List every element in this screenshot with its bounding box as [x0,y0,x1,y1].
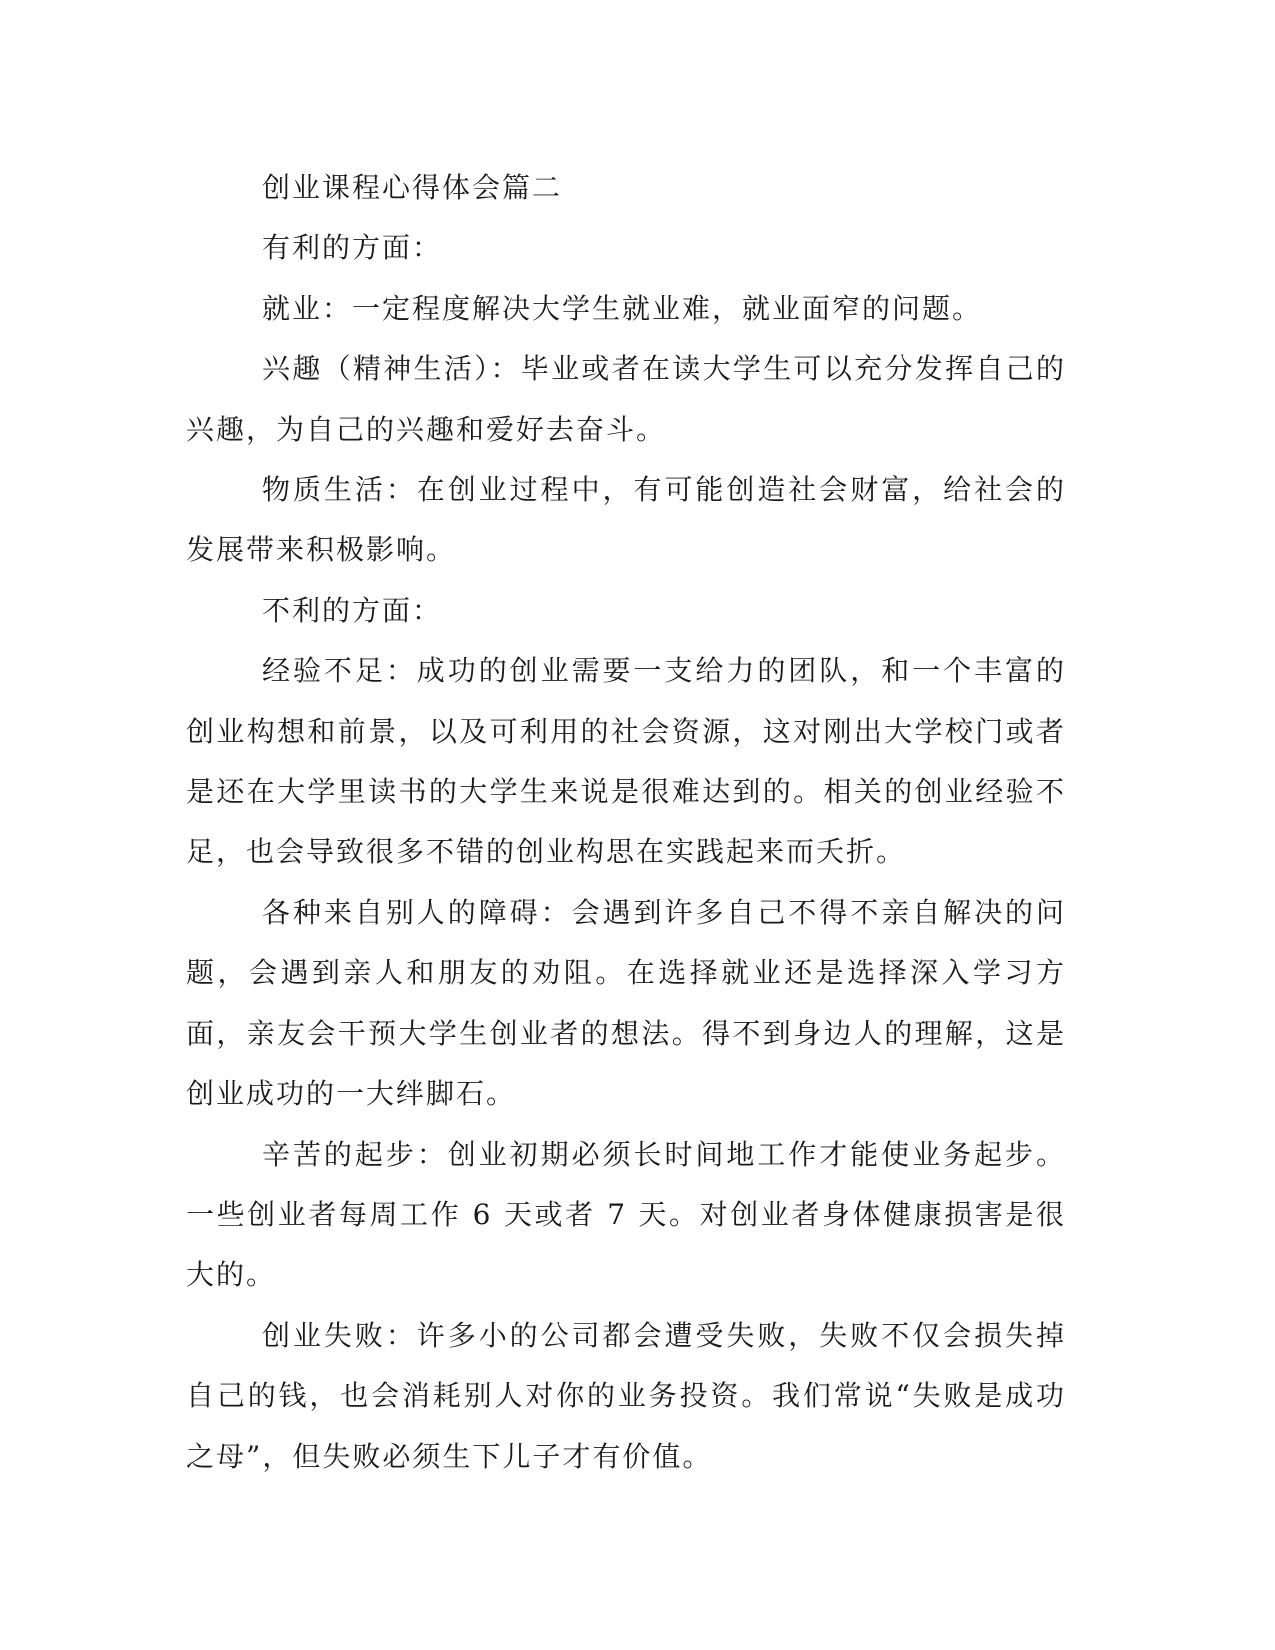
paragraph-lack-of-experience: 经验不足：成功的创业需要一支给力的团队，和一个丰富的创业构想和前景，以及可利用的社会资源，这对刚出大学校门或者是还在大学里读书的大学生来说是很难达到的。相关的创业经验不足，也会导致很多不错的创业构思在实践起来而夭折。 [186,654,1066,869]
paragraph-disadvantages-heading: 不利的方面： [262,593,443,627]
paragraph-failure: 创业失败：许多小的公司都会遭受失败，失败不仅会损失掉自己的钱，也会消耗别人对你的业务投资。我们常说“失败是成功之母”，但失败必须生下儿子才有价值。 [186,1318,1066,1473]
paragraph-employment: 就业：一定程度解决大学生就业难，就业面窄的问题。 [262,291,983,325]
document-body [186,158,1066,1487]
paragraph-obstacles: 各种来自别人的障碍：会遇到许多自己不得不亲自解决的问题，会遇到亲人和朋友的劝阻。在选择就业还是选择深入学习方面，亲友会干预大学生创业者的想法。得不到身边人的理解，这是创业成功的一大绊脚石。 [186,895,1066,1111]
paragraph-interest: 兴趣（精神生活）：毕业或者在读大学生可以充分发挥自己的兴趣，为自己的兴趣和爱好去奋斗。 [186,352,1066,446]
paragraph-advantages-heading: 有利的方面： [262,231,443,265]
paragraph-material-life: 物质生活：在创业过程中，有可能创造社会财富，给社会的发展带来积极影响。 [186,473,1066,567]
document-title: 创业课程心得体会篇二 [262,171,563,204]
paragraph-hard-start: 辛苦的起步：创业初期必须长时间地工作才能使业务起步。一些创业者每周工作 6 天或者 7 天。对创业者身体健康损害是很大的。 [186,1137,1066,1292]
